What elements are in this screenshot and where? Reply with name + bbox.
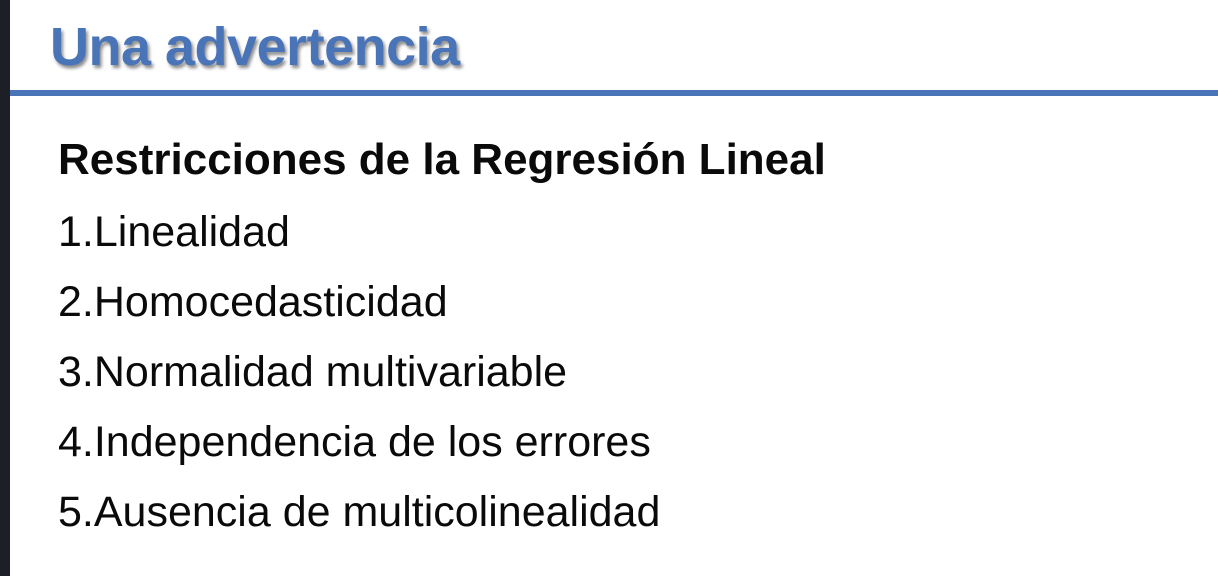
list-item-linealidad: 1.Linealidad xyxy=(58,208,290,256)
section-heading: Restricciones de la Regresión Lineal xyxy=(58,135,826,184)
list-item-multicolinealidad: 5.Ausencia de multicolinealidad xyxy=(58,488,661,536)
slide xyxy=(10,0,1218,576)
title-divider xyxy=(10,90,1218,96)
slide-content xyxy=(58,126,1198,547)
list-item-independencia: 4.Independencia de los errores xyxy=(58,418,651,466)
restrictions-list xyxy=(58,197,1198,547)
list-item-normalidad: 3.Normalidad multivariable xyxy=(58,348,568,396)
slide-title: Una advertencia xyxy=(50,17,460,77)
list-item-homocedasticidad: 2.Homocedasticidad xyxy=(58,278,448,326)
